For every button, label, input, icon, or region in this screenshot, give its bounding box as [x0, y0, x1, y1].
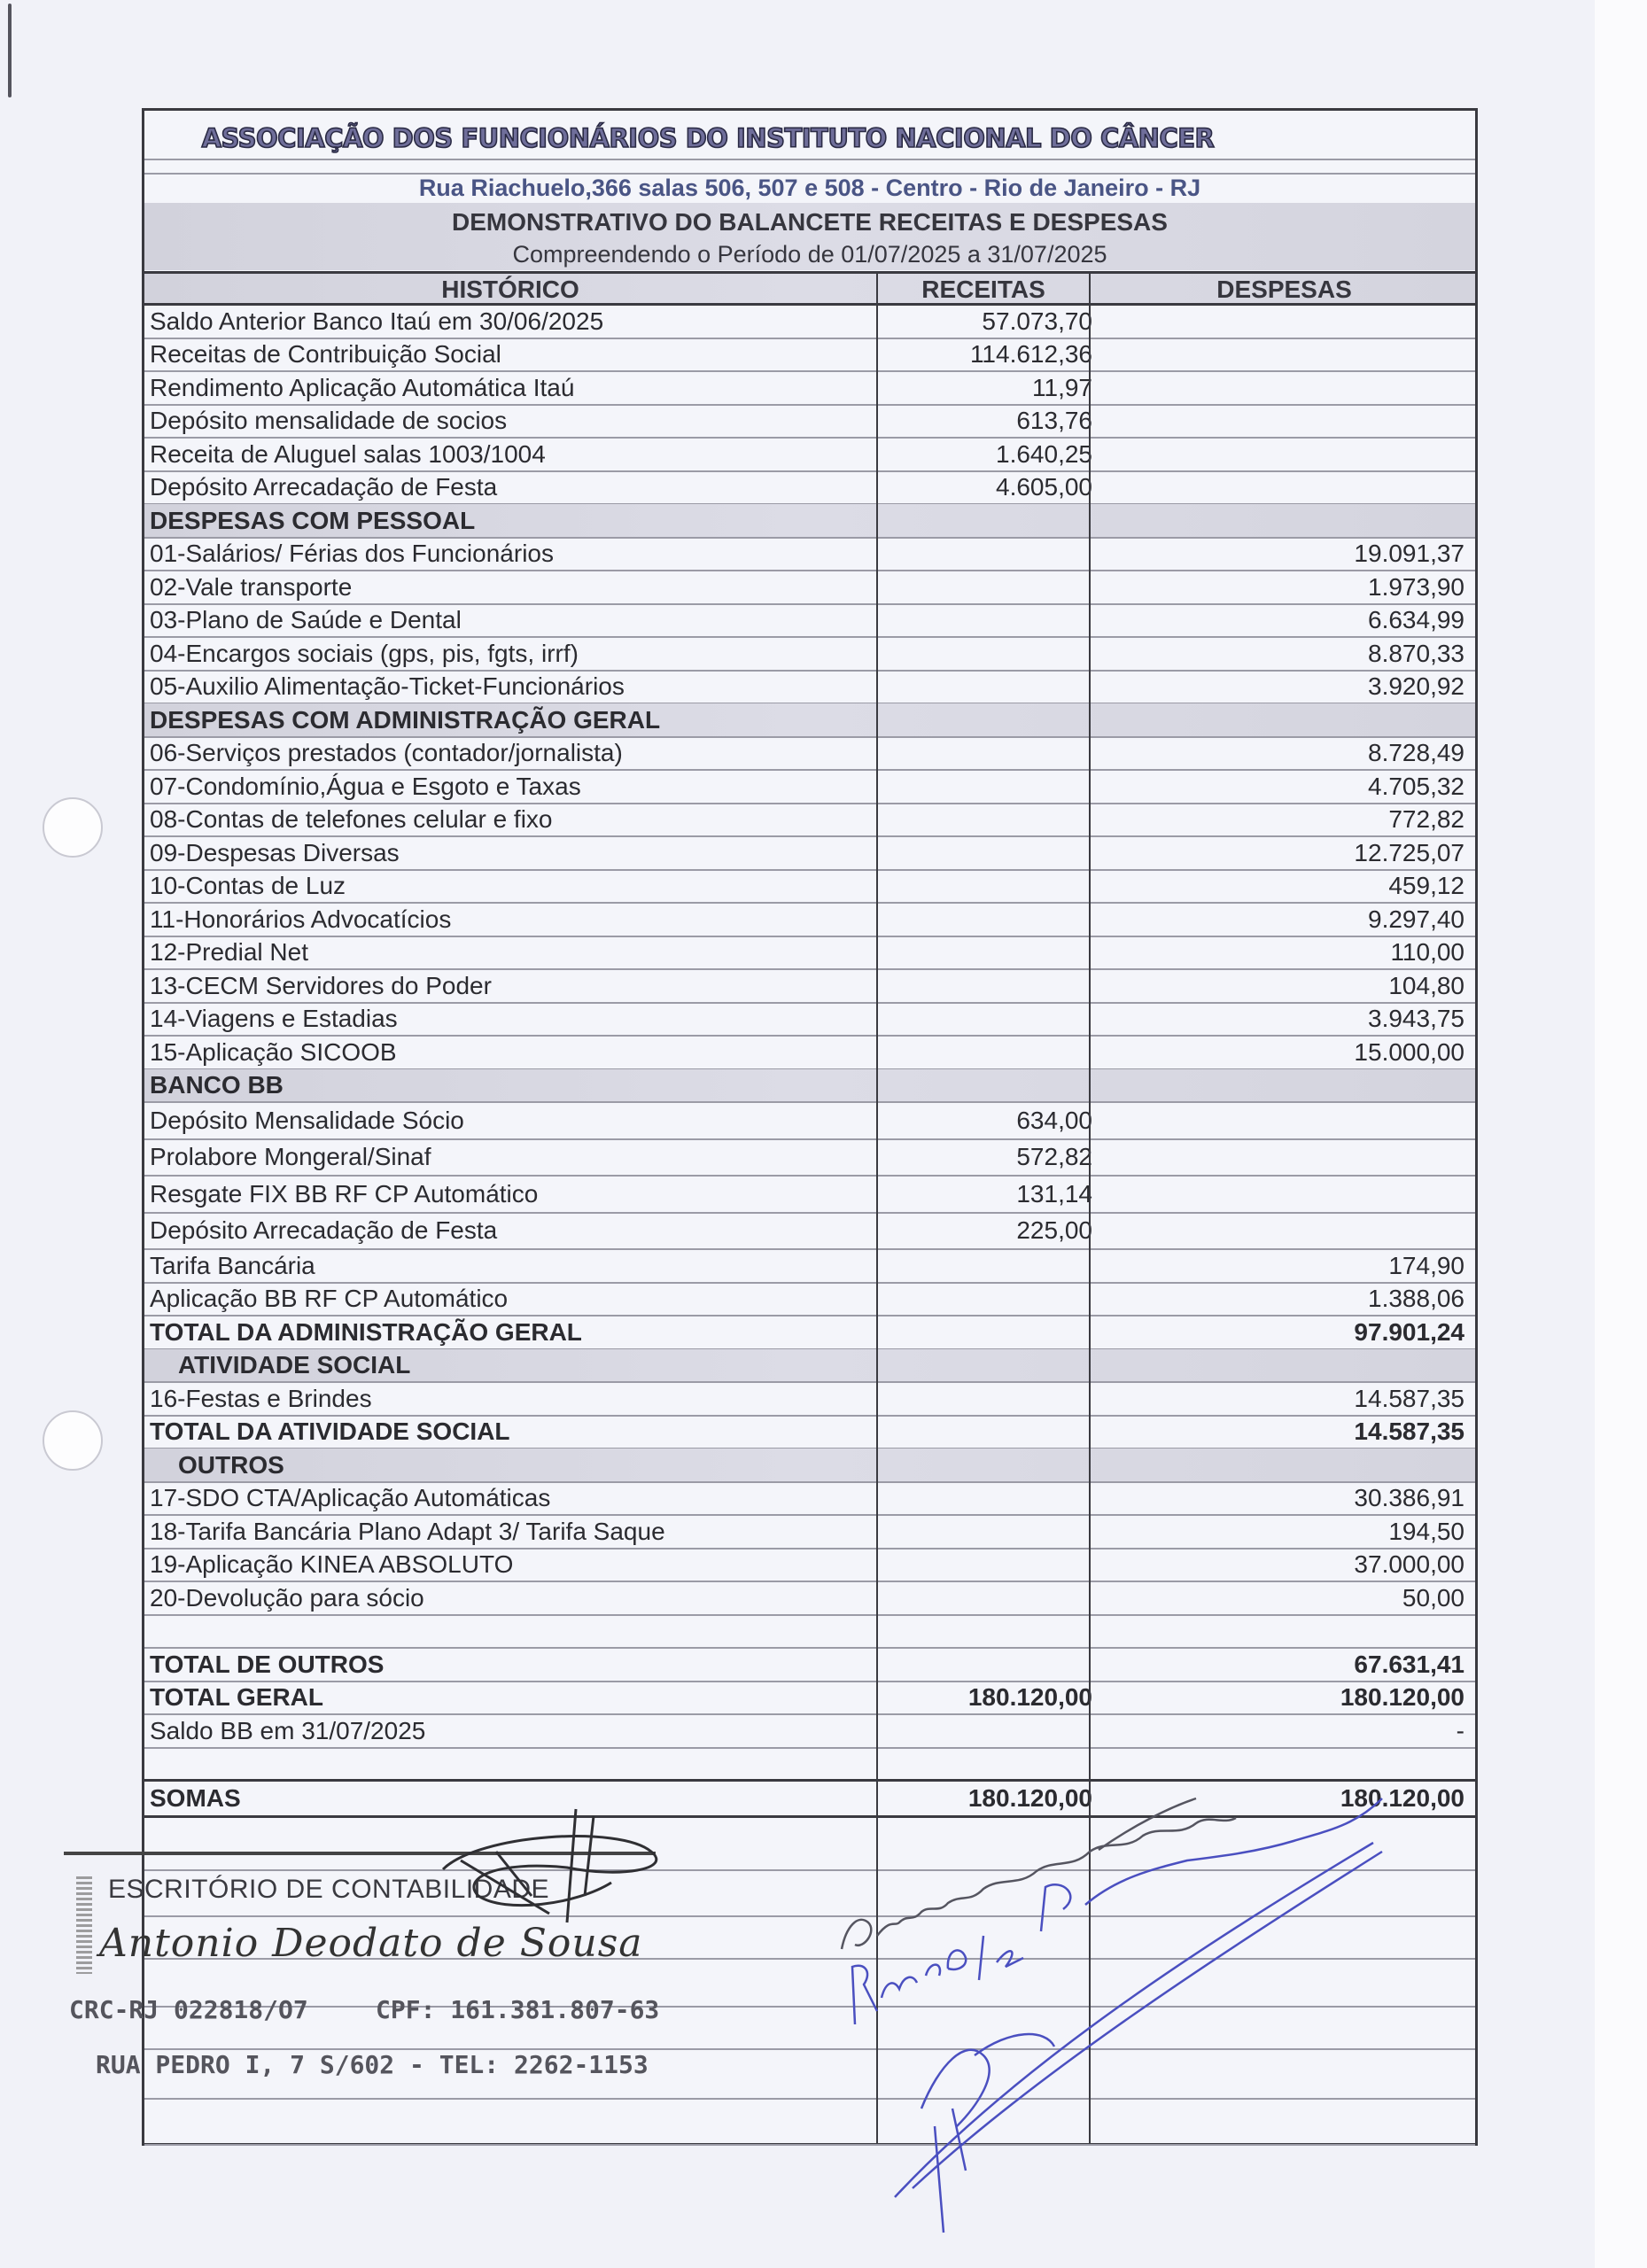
- table-row: [144, 471, 1475, 505]
- table-row: [144, 737, 1475, 771]
- row-description: Receita de Aluguel salas 1003/1004: [150, 439, 546, 468]
- table-row: [144, 1515, 1475, 1549]
- row-despesa: 15.000,00: [1354, 1037, 1464, 1066]
- row-despesa: 67.631,41: [1354, 1650, 1464, 1678]
- stamp-emblem: [76, 1876, 92, 1974]
- section-header-row: [144, 703, 1475, 737]
- table-row: [144, 1748, 1475, 1782]
- row-despesa: 180.120,00: [1340, 1683, 1464, 1712]
- table-row: [144, 1549, 1475, 1582]
- row-description: OUTROS: [178, 1450, 284, 1479]
- row-description: 16-Festas e Brindes: [150, 1384, 372, 1412]
- row-despesa: 14.587,35: [1354, 1384, 1464, 1412]
- row-description: BANCO BB: [150, 1071, 284, 1099]
- table-row: [144, 1139, 1475, 1177]
- section-band: [144, 1449, 1475, 1482]
- row-despesa: 4.705,32: [1368, 772, 1464, 800]
- total-row: [144, 1682, 1475, 1715]
- row-despesa: 110,00: [1390, 938, 1464, 967]
- row-despesa: 50,00: [1402, 1583, 1464, 1612]
- row-description: 15-Aplicação SICOOB: [150, 1037, 397, 1066]
- row-description: 19-Aplicação KINEA ABSOLUTO: [150, 1550, 514, 1579]
- total-row: [144, 1416, 1475, 1449]
- row-despesa: 180.120,00: [1340, 1784, 1464, 1812]
- row-despesa: 14.587,35: [1354, 1418, 1464, 1446]
- row-description: 03-Plano de Saúde e Dental: [150, 606, 462, 634]
- paper-edge: [1595, 0, 1647, 2268]
- row-despesa: 1.973,90: [1368, 572, 1464, 601]
- row-description: DESPESAS COM PESSOAL: [150, 506, 476, 534]
- row-despesa: 1.388,06: [1368, 1285, 1464, 1313]
- total-row: [144, 1316, 1475, 1349]
- table-row: [144, 969, 1475, 1003]
- row-description: Saldo Anterior Banco Itaú em 30/06/2025: [150, 307, 604, 335]
- table-row: [144, 1102, 1475, 1139]
- row-despesa: 3.920,92: [1368, 672, 1464, 701]
- row-description: 17-SDO CTA/Aplicação Automáticas: [150, 1484, 551, 1512]
- total-row: [144, 1648, 1475, 1682]
- row-description: TOTAL GERAL: [150, 1683, 323, 1712]
- table-row: [144, 671, 1475, 704]
- table-row: [144, 1615, 1475, 1649]
- section-header-row: [144, 1349, 1475, 1383]
- row-description: 05-Auxilio Alimentação-Ticket-Funcionários: [150, 672, 625, 701]
- row-description: 13-CECM Servidores do Poder: [150, 971, 492, 999]
- table-row: [144, 1176, 1475, 1213]
- row-despesa: 19.091,37: [1354, 540, 1464, 568]
- row-receita: 225,00: [1016, 1216, 1092, 1245]
- table-row: [144, 836, 1475, 870]
- stamp-office: ESCRITÓRIO DE CONTABILIDADE: [108, 1875, 550, 1904]
- row-description: TOTAL DA ADMINISTRAÇÃO GERAL: [150, 1317, 582, 1346]
- table-row: [144, 571, 1475, 604]
- row-description: Depósito Arrecadação de Festa: [150, 1216, 498, 1245]
- punch-hole-lower: [43, 1410, 103, 1471]
- stamp-accountant-name: Antonio Deodato de Sousa: [99, 1921, 643, 1966]
- table-row: [144, 936, 1475, 970]
- row-description: Depósito Arrecadação de Festa: [150, 473, 498, 501]
- footer-rule: [144, 2006, 1475, 2008]
- table-row: [144, 604, 1475, 638]
- row-receita: 4.605,00: [996, 473, 1092, 501]
- row-description: Aplicação BB RF CP Automático: [150, 1285, 509, 1313]
- table-row: [144, 770, 1475, 804]
- row-receita: 572,82: [1016, 1143, 1092, 1171]
- organization-address: Rua Riachuelo,366 salas 506, 507 e 508 - Centro - Rio de Janeiro - RJ: [418, 175, 1201, 201]
- row-despesa: 772,82: [1388, 805, 1464, 834]
- table-row: [144, 338, 1475, 372]
- row-description: Tarifa Bancária: [150, 1251, 315, 1279]
- footer-rule: [144, 1915, 1475, 1917]
- row-description: 11-Honorários Advocatícios: [150, 905, 452, 933]
- row-despesa: 459,12: [1388, 872, 1464, 900]
- footer-rule: [144, 2098, 1475, 2100]
- row-description: 12-Predial Net: [150, 938, 308, 967]
- organization-name: ASSOCIAÇÃO DOS FUNCIONÁRIOS DO INSTITUTO NACIONAL DO CÂNCER: [201, 123, 1215, 153]
- row-rule: [144, 1815, 1475, 1818]
- row-description: TOTAL DE OUTROS: [150, 1650, 385, 1678]
- row-despesa: 30.386,91: [1354, 1484, 1464, 1512]
- row-despesa: 8.728,49: [1368, 739, 1464, 767]
- balance-sheet-table: [142, 108, 1478, 2146]
- staple-mark: [8, 4, 12, 97]
- table-row: [144, 1714, 1475, 1748]
- column-header-receitas: RECEITAS: [921, 276, 1045, 303]
- table-row: [144, 1283, 1475, 1317]
- row-despesa: 6.634,99: [1368, 606, 1464, 634]
- table-row: [144, 1213, 1475, 1250]
- footer-rule: [144, 1869, 1475, 1871]
- row-despesa: 3.943,75: [1368, 1005, 1464, 1033]
- table-row: [144, 1382, 1475, 1416]
- row-despesa: 194,50: [1388, 1517, 1464, 1545]
- row-receita: 180.120,00: [967, 1683, 1092, 1712]
- punch-hole-upper: [43, 797, 103, 858]
- row-description: 10-Contas de Luz: [150, 872, 346, 900]
- row-description: TOTAL DA ATIVIDADE SOCIAL: [150, 1418, 510, 1446]
- row-description: DESPESAS COM ADMINISTRAÇÃO GERAL: [150, 705, 661, 734]
- row-description: Saldo BB em 31/07/2025: [150, 1716, 426, 1744]
- table-row: [144, 405, 1475, 439]
- row-receita: 180.120,00: [967, 1784, 1092, 1812]
- row-description: 09-Despesas Diversas: [150, 838, 400, 866]
- row-description: Rendimento Aplicação Automática Itaú: [150, 373, 575, 401]
- row-description: 01-Salários/ Férias dos Funcionários: [150, 540, 554, 568]
- row-despesa: -: [1456, 1716, 1464, 1744]
- row-receita: 131,14: [1016, 1179, 1092, 1208]
- row-despesa: 104,80: [1388, 971, 1464, 999]
- stamp-address: RUA PEDRO I, 7 S/602 - TEL: 2262-1153: [96, 2050, 649, 2079]
- table-row: [144, 438, 1475, 471]
- row-description: 14-Viagens e Estadias: [150, 1005, 398, 1033]
- row-description: Receitas de Contribuição Social: [150, 340, 501, 369]
- row-receita: 1.640,25: [996, 439, 1092, 468]
- total-row: [144, 1781, 1475, 1816]
- row-description: Depósito mensalidade de socios: [150, 407, 508, 435]
- stamp-crc: CRC-RJ 022818/O7: [69, 1995, 308, 2024]
- section-header-row: [144, 504, 1475, 538]
- row-description: 20-Devolução para sócio: [150, 1583, 424, 1612]
- row-receita: 57.073,70: [982, 307, 1092, 335]
- row-description: ATIVIDADE SOCIAL: [178, 1351, 411, 1379]
- header-rule: [144, 159, 1475, 160]
- row-receita: 11,97: [1032, 373, 1092, 401]
- row-receita: 114.612,36: [969, 340, 1092, 369]
- row-description: 18-Tarifa Bancária Plano Adapt 3/ Tarifa Saque: [150, 1517, 665, 1545]
- row-despesa: 97.901,24: [1354, 1317, 1464, 1346]
- table-row: [144, 903, 1475, 936]
- section-band: [144, 1069, 1475, 1103]
- column-header-despesas: DESPESAS: [1216, 276, 1352, 303]
- row-description: Prolabore Mongeral/Sinaf: [150, 1143, 431, 1171]
- signature-line: [64, 1852, 656, 1855]
- row-receita: 613,76: [1016, 407, 1092, 435]
- row-description: 04-Encargos sociais (gps, pis, fgts, irrf): [150, 639, 579, 667]
- stamp-cpf: CPF: 161.381.807-63: [376, 1995, 660, 2024]
- row-despesa: 174,90: [1388, 1251, 1464, 1279]
- row-description: 06-Serviços prestados (contador/jornalista): [150, 739, 623, 767]
- row-description: 07-Condomínio,Água e Esgoto e Taxas: [150, 772, 581, 800]
- table-row: [144, 305, 1475, 338]
- table-row: [144, 1036, 1475, 1069]
- footer-rule: [144, 2144, 1475, 2146]
- document-title: DEMONSTRATIVO DO BALANCETE RECEITAS E DESPESAS: [452, 208, 1168, 236]
- row-despesa: 8.870,33: [1368, 639, 1464, 667]
- row-despesa: 12.725,07: [1354, 838, 1464, 866]
- row-description: 02-Vale transporte: [150, 572, 353, 601]
- column-divider-despesas: [1089, 271, 1091, 2143]
- table-row: [144, 804, 1475, 837]
- row-receita: 634,00: [1016, 1106, 1092, 1134]
- table-row: [144, 1249, 1475, 1283]
- table-row: [144, 1003, 1475, 1037]
- row-description: Resgate FIX BB RF CP Automático: [150, 1179, 539, 1208]
- section-header-row: [144, 1069, 1475, 1103]
- row-description: Depósito Mensalidade Sócio: [150, 1106, 464, 1134]
- row-description: 08-Contas de telefones celular e fixo: [150, 805, 553, 834]
- table-row: [144, 538, 1475, 571]
- document-period: Compreendendo o Período de 01/07/2025 a 31/07/2025: [512, 241, 1107, 268]
- table-row: [144, 870, 1475, 904]
- section-header-row: [144, 1449, 1475, 1482]
- table-row: [144, 1482, 1475, 1516]
- row-despesa: 37.000,00: [1354, 1550, 1464, 1579]
- column-divider-receitas: [876, 271, 878, 2143]
- column-header-historico: HISTÓRICO: [441, 276, 579, 303]
- table-row: [144, 371, 1475, 405]
- table-row: [144, 1581, 1475, 1615]
- row-despesa: 9.297,40: [1368, 905, 1464, 933]
- row-description: SOMAS: [150, 1784, 241, 1812]
- table-row: [144, 637, 1475, 671]
